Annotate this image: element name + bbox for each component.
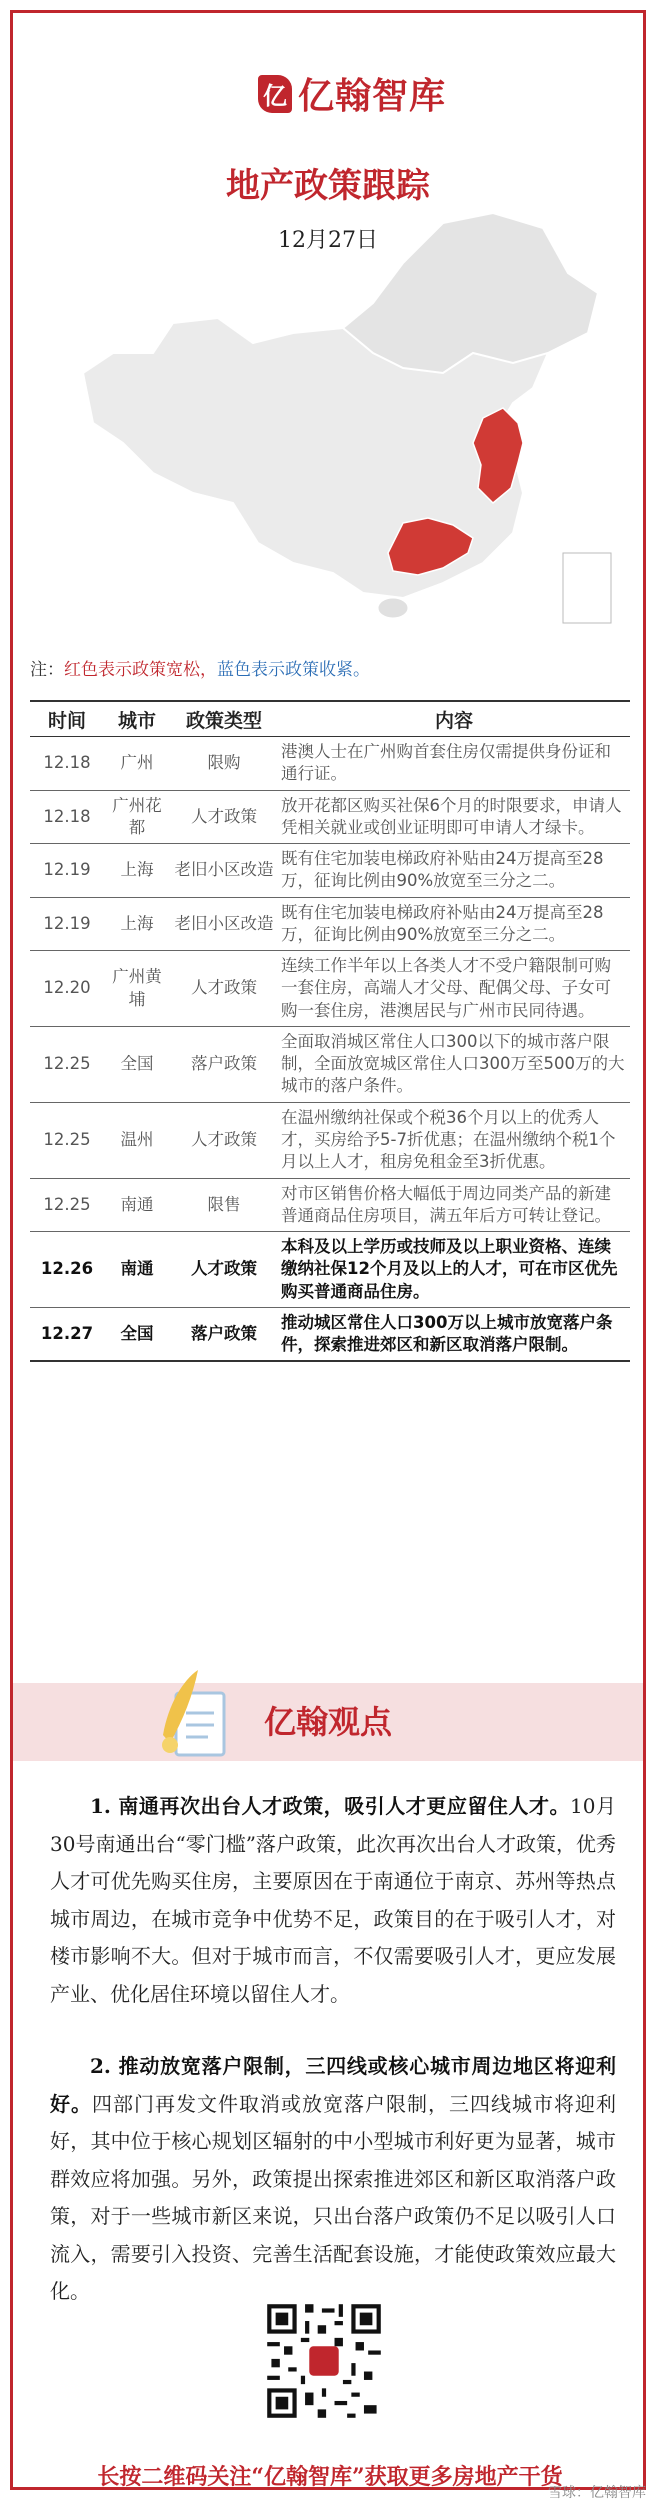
cell-content: 港澳人士在广州购首套住房仅需提供身份证和通行证。 xyxy=(278,737,630,791)
cell-type: 人才政策 xyxy=(170,790,278,844)
cell-city: 上海 xyxy=(104,844,170,898)
cell-content: 对市区销售价格大幅低于周边同类产品的新建普通商品住房项目，满五年后方可转让登记。 xyxy=(278,1178,630,1232)
cell-city: 广州黄埔 xyxy=(104,951,170,1027)
qr-code[interactable] xyxy=(263,2300,385,2422)
cell-type: 限购 xyxy=(170,737,278,791)
cell-content: 本科及以上学历或技师及以上职业资格、连续缴纳社保12个月及以上的人才，可在市区优先购买普通商品住房。 xyxy=(278,1232,630,1308)
table-row xyxy=(30,1178,630,1232)
table-row xyxy=(30,844,630,898)
cell-content: 既有住宅加装电梯政府补贴由24万提高至28万，征询比例由90%放宽至三分之二。 xyxy=(278,897,630,951)
cell-type: 落户政策 xyxy=(170,1307,278,1361)
cell-city: 全国 xyxy=(104,1307,170,1361)
cell-city: 全国 xyxy=(104,1026,170,1102)
table-row xyxy=(30,790,630,844)
cell-city: 温州 xyxy=(104,1102,170,1178)
page-title: 地产政策跟踪 xyxy=(226,166,430,206)
viewpoint-banner xyxy=(13,1655,643,1775)
china-map xyxy=(43,203,623,633)
cell-city: 广州 xyxy=(104,737,170,791)
cell-type: 限售 xyxy=(170,1178,278,1232)
cell-time: 12.18 xyxy=(30,790,104,844)
header-banner xyxy=(13,13,643,653)
cell-time: 12.27 xyxy=(30,1307,104,1361)
cell-content: 推动城区常住人口300万以上城市放宽落户条件，探索推进郊区和新区取消落户限制。 xyxy=(278,1307,630,1361)
header-time: 时间 xyxy=(30,701,104,737)
cell-time: 12.25 xyxy=(30,1102,104,1178)
table-row xyxy=(30,1232,630,1308)
note-red-text: 红色表示政策宽松， xyxy=(64,660,217,680)
cell-time: 12.18 xyxy=(30,737,104,791)
cell-type: 人才政策 xyxy=(170,1102,278,1178)
table-row xyxy=(30,1102,630,1178)
viewpoint-p2-body: 四部门再发文件取消或放宽落户限制，三四线城市将迎利好，其中位于核心规划区辐射的中小型城市利好更为显著，城市群效应将加强。另外，政策提出探索推进郊区和新区取消落户政策，对于一些城市新区来说，只出台落户政策仍不足以吸引人口流入，需要引入投资、完善生活配套设施，才能使政策效应最大化。 xyxy=(50,2091,616,2303)
brand-logo xyxy=(258,68,446,119)
brand-name: 亿翰智库 xyxy=(298,76,447,117)
cell-type: 人才政策 xyxy=(170,951,278,1027)
map-south-sea-inset xyxy=(563,553,611,623)
logo-mark-icon: 亿 xyxy=(258,75,292,113)
table-row xyxy=(30,737,630,791)
cell-time: 12.19 xyxy=(30,844,104,898)
table-header-row xyxy=(30,701,630,737)
viewpoint-p1-body: 10月30号南通出台“零门槛”落户政策，此次再次出台人才政策，优秀人才可优先购买住房，主要原因在于南通位于南京、苏州等热点城市周边，在城市竞争中优势不足，政策目的在于吸引人才，对楼市影响不大。但对于城市而言，不仅需要吸引人才，更应发展产业、优化居住环境以留住人才。 xyxy=(50,1794,616,2006)
table-row xyxy=(30,1307,630,1361)
viewpoint-p1-lead: 1. 南通再次出台人才政策，吸引人才更应留住人才。 xyxy=(90,1794,571,1818)
cell-content: 放开花都区购买社保6个月的时限要求，申请人凭相关就业或创业证明即可申请人才绿卡。 xyxy=(278,790,630,844)
note-blue-text: 蓝色表示政策收紧。 xyxy=(217,660,370,680)
cell-time: 12.25 xyxy=(30,1178,104,1232)
cell-city: 南通 xyxy=(104,1232,170,1308)
table-row xyxy=(30,897,630,951)
cell-content: 连续工作半年以上各类人才不受户籍限制可购一套住房，高端人才父母、配偶父母、子女可购一套住房，港澳居民与广州市民同待遇。 xyxy=(278,951,630,1027)
header-city: 城市 xyxy=(104,701,170,737)
footer-cta: 长按二维码关注“亿翰智库”获取更多房地产干货 xyxy=(97,2464,563,2490)
watermark: 雪球：亿翰智库 xyxy=(548,2485,646,2501)
viewpoint-paragraph-2 xyxy=(50,2048,616,2311)
viewpoint-title: 亿翰观点 xyxy=(263,1703,392,1741)
cell-type: 人才政策 xyxy=(170,1232,278,1308)
policy-table xyxy=(30,700,630,1362)
cell-content: 全面取消城区常住人口300以下的城市落户限制，全面放宽城区常住人口300万至500万的大城市的落户条件。 xyxy=(278,1026,630,1102)
header-content: 内容 xyxy=(278,701,630,737)
table-row xyxy=(30,951,630,1027)
map-hainan xyxy=(378,598,408,618)
cell-type: 落户政策 xyxy=(170,1026,278,1102)
note-label: 注： xyxy=(30,660,64,680)
header-type: 政策类型 xyxy=(170,701,278,737)
legend-note xyxy=(30,655,370,680)
cell-content: 在温州缴纳社保或个税36个月以上的优秀人才，买房给予5-7折优惠；在温州缴纳个税1个月以上人才，租房免租金至3折优惠。 xyxy=(278,1102,630,1178)
cell-time: 12.26 xyxy=(30,1232,104,1308)
cell-time: 12.20 xyxy=(30,951,104,1027)
table-row xyxy=(30,1026,630,1102)
cell-time: 12.25 xyxy=(30,1026,104,1102)
cell-type: 老旧小区改造 xyxy=(170,897,278,951)
viewpoint-paragraph-1 xyxy=(50,1788,616,2013)
cell-content: 既有住宅加装电梯政府补贴由24万提高至28万，征询比例由90%放宽至三分之二。 xyxy=(278,844,630,898)
cell-type: 老旧小区改造 xyxy=(170,844,278,898)
cell-city: 上海 xyxy=(104,897,170,951)
cell-city: 南通 xyxy=(104,1178,170,1232)
cell-city: 广州花都 xyxy=(104,790,170,844)
viewpoint-p2-lead: 2. 推动放宽落户限制，三四线或核心城市周边地区将迎利好。 xyxy=(50,2054,616,2116)
cell-time: 12.19 xyxy=(30,897,104,951)
report-date: 12月27日 xyxy=(278,228,378,253)
